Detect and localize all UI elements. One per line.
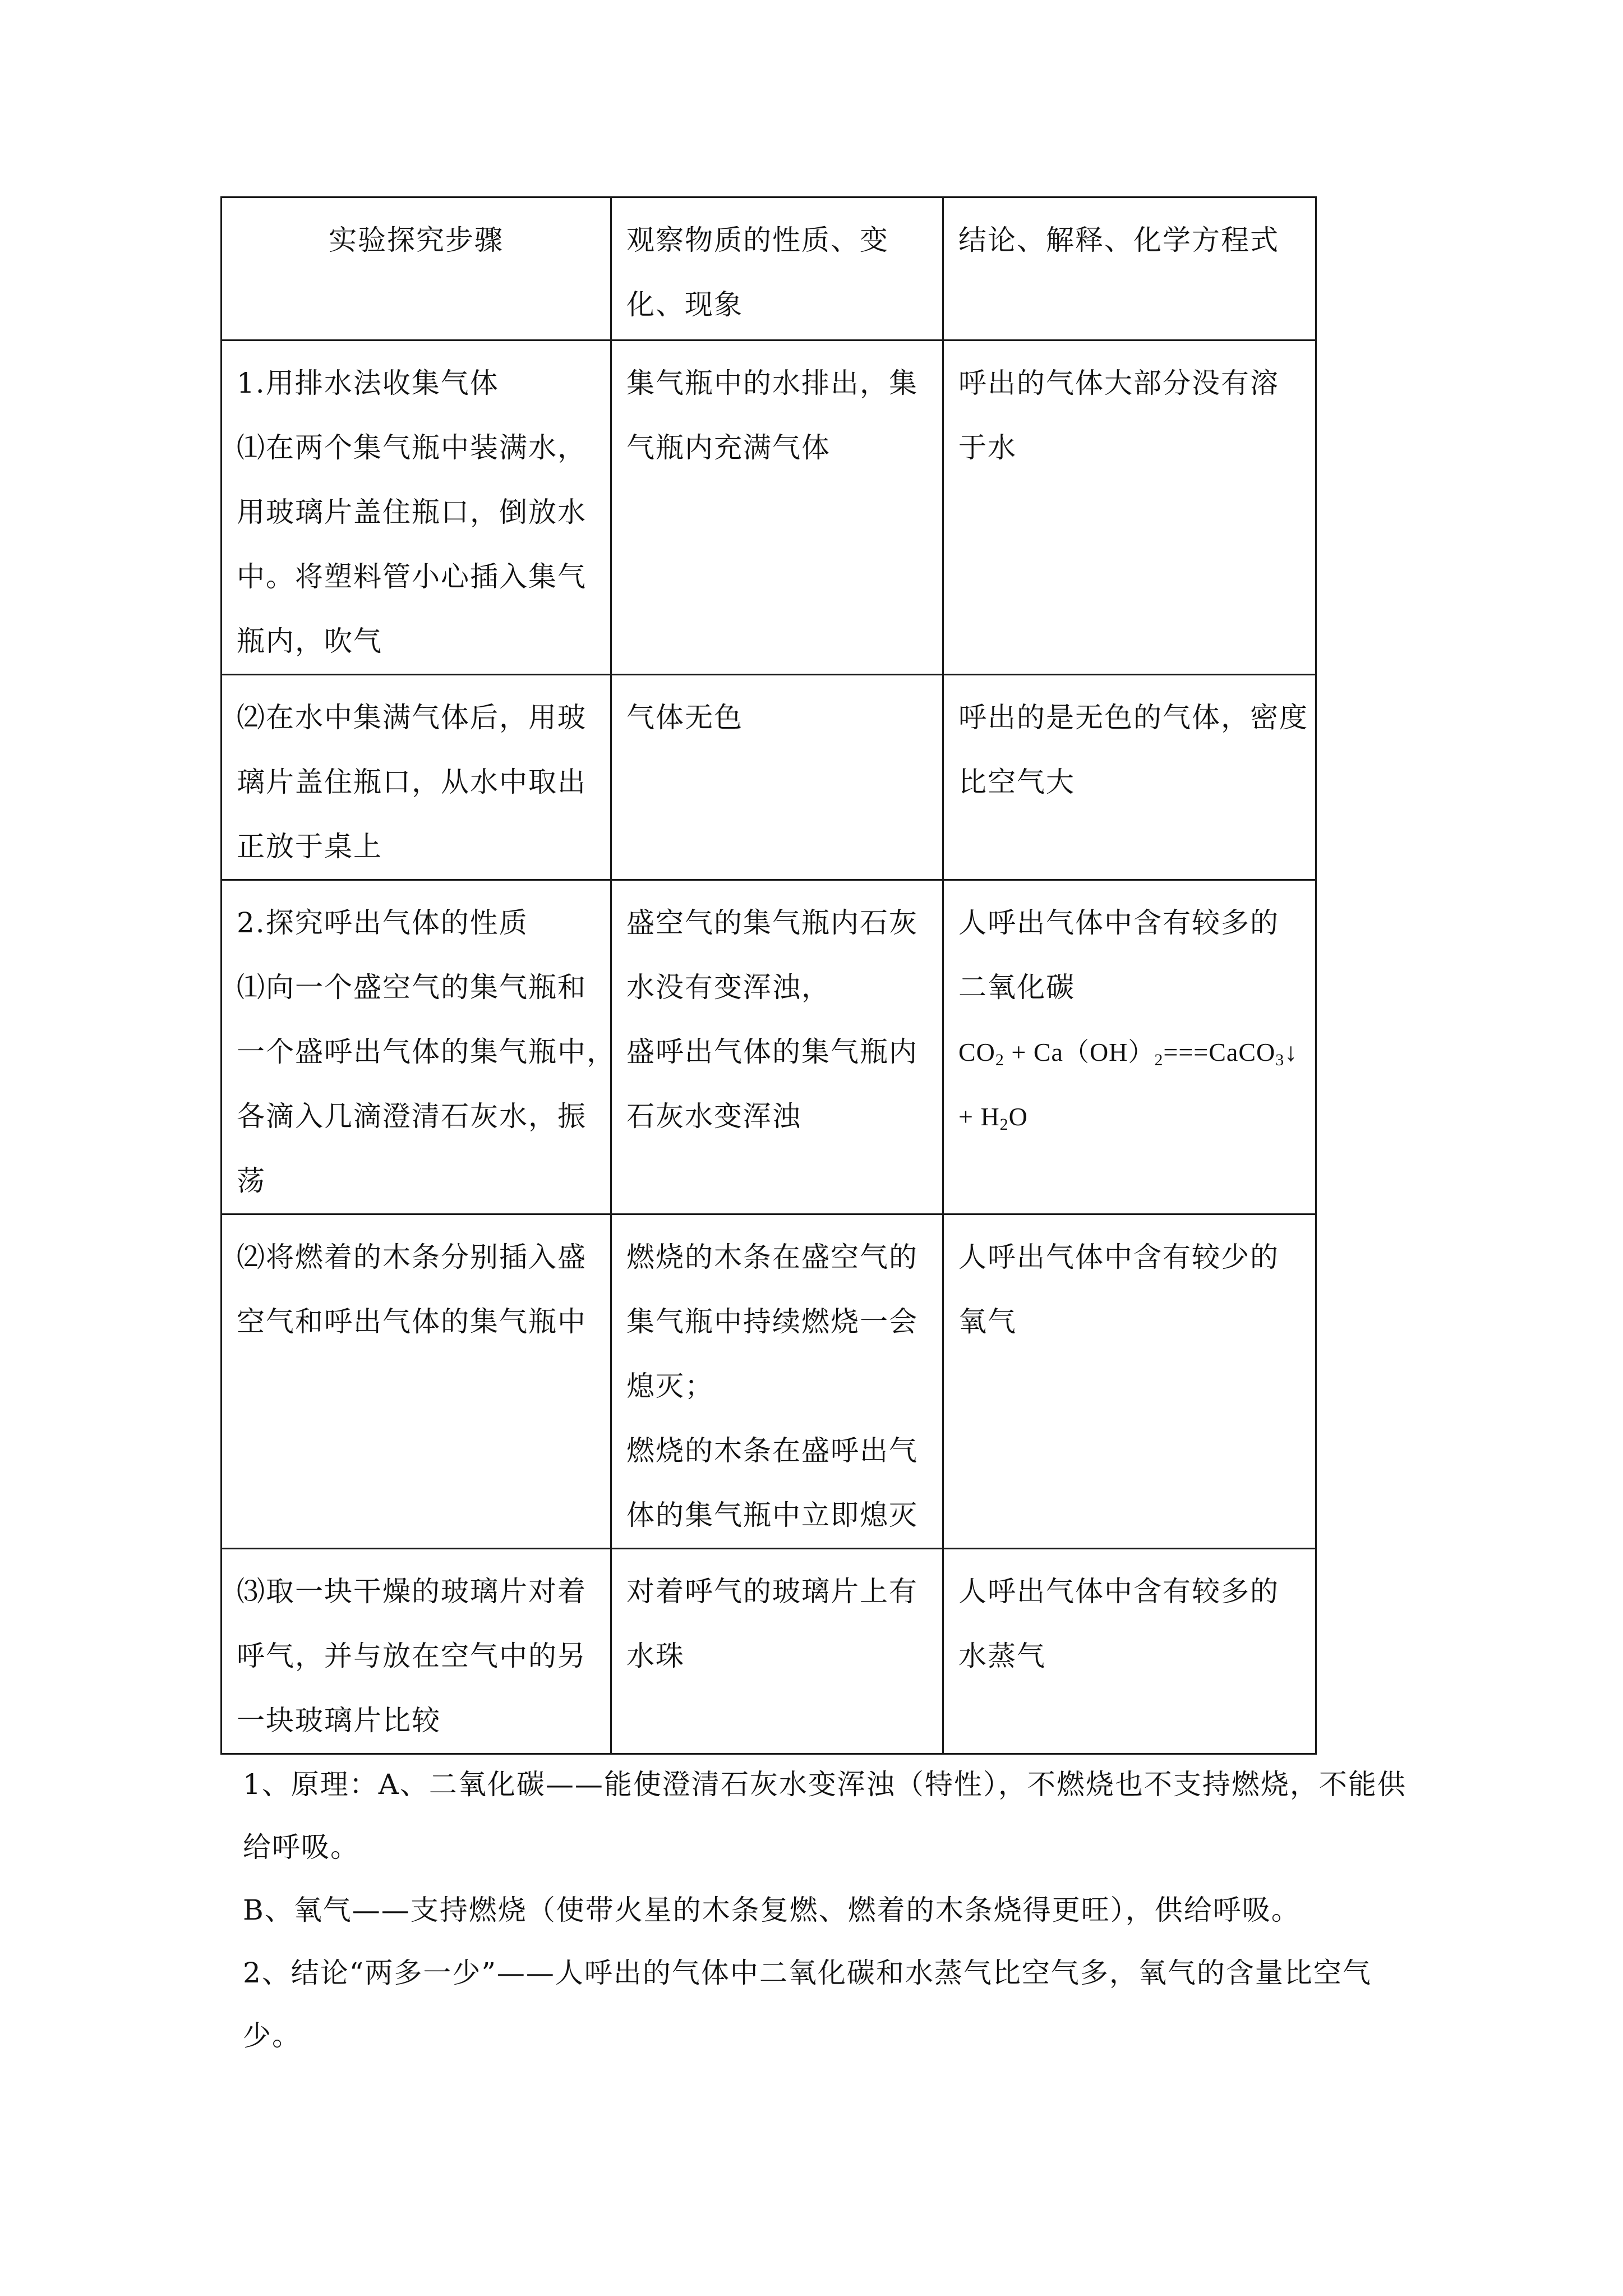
step-line: 2.探究呼出气体的性质 <box>237 907 528 939</box>
observation-line: 燃烧的木条在盛空气的 <box>626 1241 918 1273</box>
conclusion-cell <box>943 1214 1316 1549</box>
table-row <box>222 1549 1316 1754</box>
header-steps: 实验探究步骤 <box>222 197 611 341</box>
chemical-equation: $CO_2$ + $Ca(OH)_2===CaCO_3↓$ <box>958 1038 1298 1069</box>
observation-cell <box>611 341 943 675</box>
observation-line: 体的集气瓶中立即熄灭 <box>626 1499 918 1531</box>
precipitate-arrow-icon: ↓ <box>1284 1038 1298 1066</box>
observation-line: 水珠 <box>626 1640 685 1672</box>
conclusion-line: 氧气 <box>958 1305 1017 1338</box>
conclusion-cell <box>943 675 1316 880</box>
step-cell <box>222 675 611 880</box>
conclusion-line: 呼出的气体大部分没有溶 <box>958 367 1279 399</box>
header-conclusion: 结论、解释、化学方程式 <box>943 197 1316 341</box>
note-line: B、氧气——支持燃烧（使带火星的木条复燃、燃着的木条烧得更旺），供给呼吸。 <box>243 1894 1301 1926</box>
header-observation: 观察物质的性质、变化、现象 <box>611 197 943 341</box>
observation-line: 燃烧的木条在盛呼出气 <box>626 1434 918 1467</box>
conclusion-line: 于水 <box>958 431 1017 464</box>
step-cell <box>222 880 616 1214</box>
note-line: 2、结论“两多一少”——人呼出的气体中二氧化碳和水蒸气比空气多，氧气的含量比空气 <box>243 1957 1372 1989</box>
notes-section <box>243 1753 1407 2067</box>
conclusion-line: 人呼出气体中含有较少的 <box>958 1241 1279 1273</box>
observation-cell <box>611 1549 943 1754</box>
observation-line: 对着呼气的玻璃片上有 <box>626 1575 918 1608</box>
step-line: 用玻璃片盖住瓶口，倒放水 <box>237 496 587 528</box>
conclusion-cell <box>943 341 1316 675</box>
step-line: 璃片盖住瓶口，从水中取出 <box>237 766 587 798</box>
step-line: ⑴向一个盛空气的集气瓶和 <box>237 971 587 1004</box>
conclusion-line: 人呼出气体中含有较多的 <box>958 1575 1279 1608</box>
observation-cell <box>611 675 943 880</box>
table-row <box>222 1214 1316 1549</box>
step-line: 各滴入几滴澄清石灰水，振 <box>237 1100 587 1133</box>
chemical-equation-continued: + $H_2O$ <box>958 1102 1028 1134</box>
step-cell <box>222 1549 611 1754</box>
step-line: ⑶取一块干燥的玻璃片对着 <box>237 1575 587 1608</box>
observation-cell <box>611 1214 943 1549</box>
observation-line: 水没有变浑浊， <box>626 971 831 1004</box>
step-line: 中。将塑料管小心插入集气 <box>237 560 587 593</box>
conclusion-line: 水蒸气 <box>958 1640 1046 1672</box>
table-row <box>222 341 1316 675</box>
experiment-table <box>220 196 1317 1755</box>
step-line: 一个盛呼出气体的集气瓶中， <box>237 1036 616 1068</box>
observation-line: 气瓶内充满气体 <box>626 431 831 464</box>
conclusion-line: 人呼出气体中含有较多的 <box>958 907 1279 939</box>
table-row <box>222 675 1316 880</box>
observation-line: 熄灭； <box>626 1370 714 1402</box>
step-line: 呼气，并与放在空气中的另 <box>237 1640 587 1672</box>
observation-line: 盛空气的集气瓶内石灰 <box>626 907 918 939</box>
note-line: 1、原理：A、二氧化碳——能使澄清石灰水变浑浊（特性），不燃烧也不支持燃烧，不能供 <box>243 1768 1407 1801</box>
step-cell <box>222 341 611 675</box>
conclusion-cell <box>943 1549 1316 1754</box>
conclusion-line: 呼出的是无色的气体，密度 <box>958 701 1308 734</box>
table-row <box>222 880 1316 1214</box>
step-line: 荡 <box>237 1165 266 1197</box>
conclusion-cell <box>943 880 1316 1214</box>
step-line: ⑴在两个集气瓶中装满水， <box>237 431 587 464</box>
step-line: 一块玻璃片比较 <box>237 1704 441 1737</box>
note-line: 少。 <box>243 2019 301 2052</box>
step-line: ⑵将燃着的木条分别插入盛 <box>237 1241 587 1273</box>
step-line: ⑵在水中集满气体后，用玻 <box>237 701 587 734</box>
note-line: 给呼吸。 <box>243 1831 359 1864</box>
conclusion-line: 二氧化碳 <box>958 971 1075 1004</box>
observation-line: 集气瓶中的水排出，集 <box>626 367 918 399</box>
step-cell <box>222 1214 611 1549</box>
step-line: 正放于桌上 <box>237 830 382 863</box>
observation-line: 盛呼出气体的集气瓶内 <box>626 1036 918 1068</box>
conclusion-line: 比空气大 <box>958 766 1075 798</box>
observation-cell <box>611 880 943 1214</box>
step-line: 1.用排水法收集气体 <box>237 367 499 399</box>
step-line: 瓶内，吹气 <box>237 625 382 657</box>
observation-line: 石灰水变浑浊 <box>626 1100 801 1133</box>
observation-line: 气体无色 <box>626 701 743 734</box>
table-header-row <box>222 197 1316 341</box>
observation-line: 集气瓶中持续燃烧一会 <box>626 1305 918 1338</box>
step-line: 空气和呼出气体的集气瓶中 <box>237 1305 587 1338</box>
